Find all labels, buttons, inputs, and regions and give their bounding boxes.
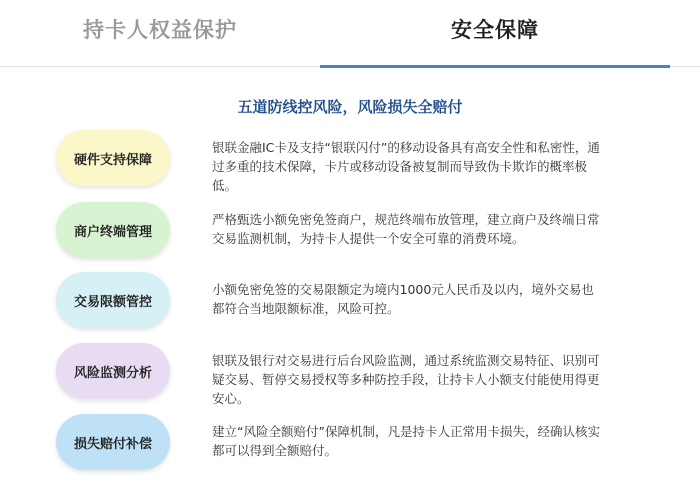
- item-description: 银联金融IC卡及支持“银联闪付”的移动设备具有高安全性和私密性，通过多重的技术保障，卡片或移动设备被复制而导致伪卡欺诈的概率极低。: [212, 140, 600, 193]
- pill-risk-monitoring: 风险监测分析: [56, 343, 170, 399]
- tab-bar: [0, 0, 700, 70]
- list-item: [0, 343, 700, 406]
- item-description: 银联及银行对交易进行后台风险监测，通过系统监测交易特征、识别可疑交易、暂停交易授权等多种防控手段，让持卡人小额支付能使用得更安心。: [212, 353, 600, 406]
- section-subtitle: 五道防线控风险，风险损失全赔付: [237, 98, 463, 116]
- tab-cardholder-rights[interactable]: 持卡人权益保护: [83, 18, 237, 42]
- pill-hardware-support: 硬件支持保障: [56, 130, 170, 186]
- item-description: 严格甄选小额免密免签商户，规范终端布放管理，建立商户及终端日常交易监测机制，为持卡人提供一个安全可靠的消费环境。: [212, 212, 600, 246]
- pill-loss-compensation: 损失赔付补偿: [56, 414, 170, 470]
- active-tab-indicator: [320, 65, 670, 68]
- item-description: 小额免密免签的交易限额定为境内1000元人民币及以内，境外交易也都符合当地限额标准，风险可控。: [212, 282, 594, 316]
- pill-transaction-limit: 交易限额管控: [56, 272, 170, 328]
- tab-security-guarantee[interactable]: 安全保障: [451, 18, 539, 42]
- item-description: 建立“风险全额赔付”保障机制，凡是持卡人正常用卡损失，经确认核实都可以得到全额赔付。: [212, 424, 600, 458]
- list-item: [0, 414, 700, 472]
- list-item: [0, 130, 700, 193]
- list-item: [0, 272, 700, 330]
- pill-merchant-terminal: 商户终端管理: [56, 202, 170, 258]
- list-item: [0, 202, 700, 260]
